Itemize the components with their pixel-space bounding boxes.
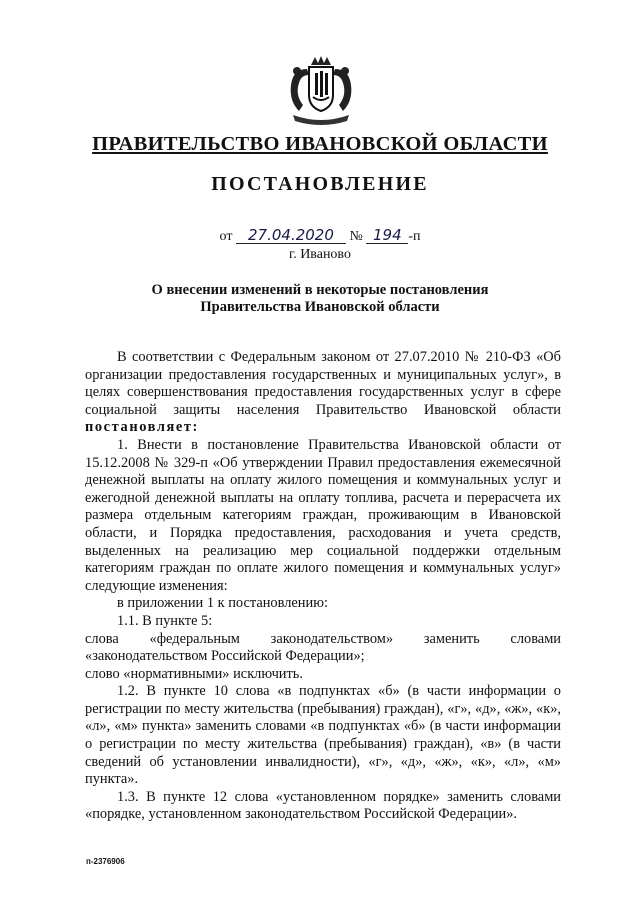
document-type: ПОСТАНОВЛЕНИЕ	[211, 173, 429, 195]
coat-of-arms-icon	[285, 55, 357, 125]
handwritten-date: 27.04.2020	[236, 227, 346, 244]
city: г. Иваново	[289, 247, 351, 262]
body-paragraph: 1. Внести в постановление Правительства Ивановской области от 15.12.2008 № 329-п «Об утверждении Правил предоставления ежемесячной денежной выплаты на оплату жилого помещения и коммунальных услуг и ежегодной денежной выплаты на оплату топлива, расчета и перерасчета их размера отдельным категориям граждан, проживающим в Ивановской области, и Порядка предоставления, расходования и учета средств, выделенных на реализацию мер социальной поддержки отдельным категориям граждан по оплате жилого помещения и коммунальных услуг» следующие изменения:	[85, 436, 561, 594]
document-body	[85, 349, 561, 824]
handwritten-number: 194	[366, 227, 408, 244]
subject-line-2: Правительства Ивановской области	[200, 299, 440, 315]
preamble-text: В соответствии с Федеральным законом от 27.07.2010 № 210-ФЗ «Об организации предоставления государственных и муниципальных услуг», в целях совершенствования предоставления государственных услуг в сфере социальной защиты населения Правительство Ивановской области	[85, 349, 561, 418]
government-title: ПРАВИТЕЛЬСТВО ИВАНОВСКОЙ ОБЛАСТИ	[92, 133, 548, 155]
body-paragraph: слова «федеральным законодательством» заменить словами «законодательством Российской Федерации»;	[85, 630, 561, 665]
body-paragraph: 1.1. В пункте 5:	[117, 612, 213, 629]
body-paragraph: слово «нормативными» исключить.	[85, 665, 303, 682]
document-code: п-2376906	[86, 857, 125, 866]
date-number-line	[0, 227, 640, 245]
body-paragraph: 1.3. В пункте 12 слова «установленном порядке» заменить словами «порядке, установленном законодательством Российской Федерации».	[85, 788, 561, 823]
number-sign: №	[349, 229, 363, 244]
decision-keyword: постановляет:	[85, 419, 199, 436]
body-paragraph	[85, 349, 561, 437]
body-paragraph: в приложении 1 к постановлению:	[117, 595, 328, 612]
body-paragraph: 1.2. В пункте 10 слова «в подпунктах «б» (в части информации о регистрации по месту жительства (пребывания) граждан), «г», «д», «ж», «к», «л», «м» пункта» заменить словами «в подпунктах «б» (в части информации о регистрации по месту жительства (пребывания) граждан), «в» (в части сведений об установлении инвалидности), «г», «д», «ж», «к», «л», «м» пункта».	[85, 683, 561, 788]
number-suffix: -п	[408, 229, 421, 244]
date-prefix: от	[219, 229, 233, 244]
document-subject	[0, 282, 640, 316]
subject-line-1: О внесении изменений в некоторые постановления	[151, 282, 489, 298]
